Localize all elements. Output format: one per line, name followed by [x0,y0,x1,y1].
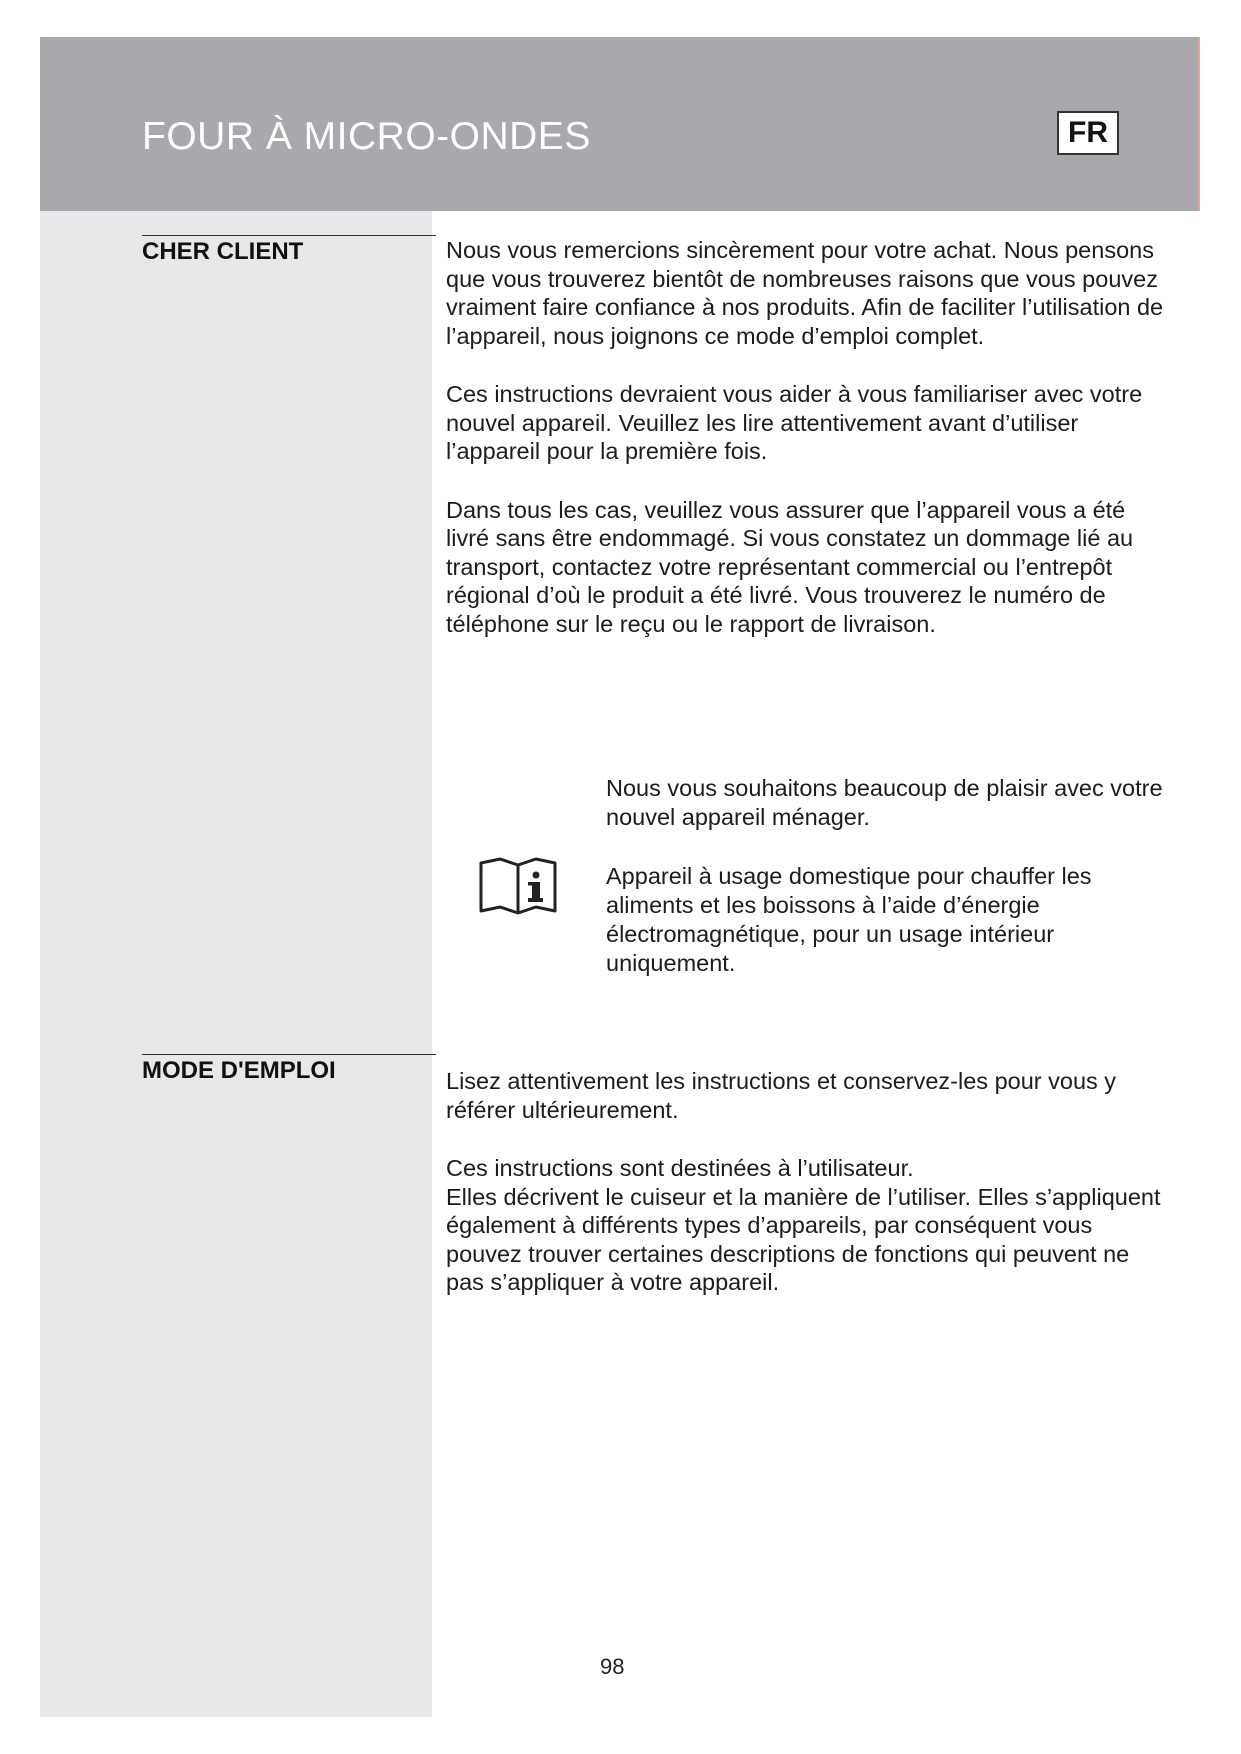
welcome-aside [606,774,1166,978]
paragraph: Lisez attentivement les instructions et conservez-les pour vous y référer ultérieurement. [446,1068,1117,1123]
page-header [40,37,1200,211]
section-body-cher-client [446,236,1166,638]
section-body-mode-emploi [446,1067,1166,1297]
paragraph: Dans tous les cas, veuillez vous assurer que l’appareil vous a été livré sans être endommagé. Si vous constatez un dommage lié au transport, contactez votre représentant commercial ou l’entrepôt régional d’où le produit a été livré. Vous trouverez le numéro de téléphone sur le reçu ou le rapport de livraison. [446,496,1134,637]
page-title: FOUR À MICRO-ONDES [142,115,591,158]
sidebar [40,211,432,1717]
paragraph: Appareil à usage domestique pour chauffer les aliments et les boissons à l’aide d’énergie électromagnétique, pour un usage intérieur uniquement. [606,863,1092,976]
paragraph: Nous vous souhaitons beaucoup de plaisir avec votre nouvel appareil ménager. [606,775,1163,830]
language-badge: FR [1057,111,1119,155]
paragraph: Elles décrivent le cuiseur et la manière de l’utiliser. Elles s’appliquent également à différents types d’appareils, par conséquent vous pouvez trouver certaines descriptions de fonctions qui peuvent ne pas s’appliquer à votre appareil. [446,1183,1161,1295]
section-label-mode-emploi: MODE D'EMPLOI [142,1054,436,1085]
paragraph: Ces instructions sont destinées à l’utilisateur. [446,1155,914,1181]
page [40,37,1200,1717]
read-manual-icon [478,855,558,917]
page-number: 98 [600,1654,625,1679]
header-edge [1198,37,1200,211]
paragraph: Nous vous remercions sincèrement pour votre achat. Nous pensons que vous trouverez bientôt de nombreuses raisons que vous pouvez vraiment faire confiance à nos produits. Afin de faciliter l’utilisation de l’appareil, nous joignons ce mode d’emploi complet. [446,237,1164,349]
section-label-cher-client: CHER CLIENT [142,235,436,266]
paragraph: Ces instructions devraient vous aider à vous familiariser avec votre nouvel appareil. Veuillez les lire attentivement avant d’utiliser l’appareil pour la première fois. [446,381,1143,464]
